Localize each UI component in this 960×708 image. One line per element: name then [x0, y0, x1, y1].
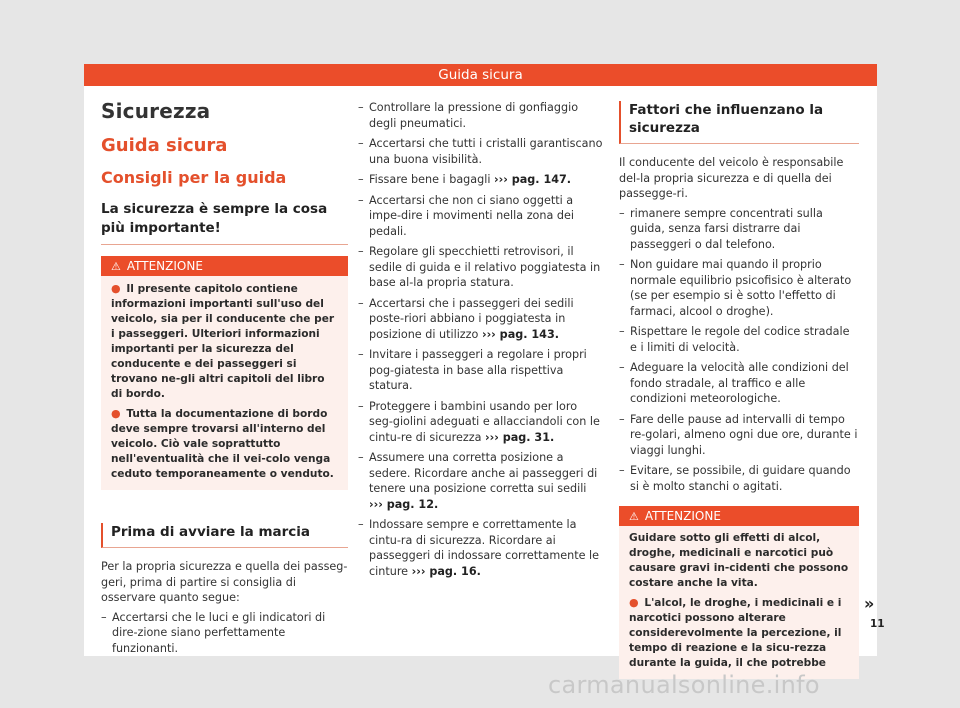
list-item: – Controllare la pressione di gonfiaggio degli pneumatici. — [358, 100, 603, 131]
page-reference-link[interactable]: ››› pag. 12. — [369, 497, 439, 511]
bullet-icon: ● — [629, 596, 639, 609]
list-item: – rimanere sempre concentrati sulla guida, senza farsi distrarre dai passeggeri o dal telefono. — [619, 206, 859, 253]
bullet-icon: ● — [111, 282, 121, 295]
intro-paragraph: Per la propria sicurezza e quella dei passeg-geri, prima di partire si consiglia di osservare quanto segue: — [101, 560, 348, 604]
column-left — [101, 94, 348, 661]
list-item: – Accertarsi che tutti i cristalli garantiscano una buona visibilità. — [358, 136, 603, 167]
checklist — [358, 100, 603, 579]
checklist — [101, 610, 348, 657]
section-title: Guida sicura — [101, 135, 228, 156]
warning-item: ● L'alcol, le droghe, i medicinali e i narcotici possono alterare considerevolmente la percezione, il tempo di reazione e la sicu-rezza durante la guida, il che potrebbe — [629, 596, 842, 669]
warning-item: ● Il presente capitolo contiene informazioni importanti sull'uso del veicolo, sia per il conducente che per i passeggeri. Ulteriori informazioni importanti per la sicurezza del conducente e dei passeggeri si trovano ne-gli altri capitoli del libro di bordo. — [111, 282, 335, 400]
chapter-header: Guida sicura — [84, 64, 877, 86]
warning-header — [619, 506, 859, 526]
column-right — [619, 101, 859, 679]
list-item: – Invitare i passeggeri a regolare i propri pog-giatesta in base alla rispettiva statura. — [358, 347, 603, 394]
warning-item: ● Tutta la documentazione di bordo deve sempre trovarsi all'interno del veicolo. Ciò vale soprattutto nell'eventualità che il vei-colo venga ceduto temporaneamente o venduto. — [111, 407, 334, 480]
warning-body — [101, 276, 348, 482]
list-item: – Accertarsi che le luci e gli indicatori di dire-zione siano perfettamente funzionanti. — [101, 610, 348, 657]
warning-box — [101, 256, 348, 490]
list-item: – Accertarsi che non ci siano oggetti a impe-dire i movimenti nella zona dei pedali. — [358, 193, 603, 240]
subsection-title: Consigli per la guida — [101, 168, 287, 187]
column-middle — [358, 100, 603, 584]
list-item: – Evitare, se possibile, di guidare quando si è molto stanchi o agitati. — [619, 463, 859, 494]
list-item: – Fissare bene i bagagli ››› pag. 147. — [358, 172, 603, 188]
warning-header — [101, 256, 348, 276]
list-item: – Proteggere i bambini usando per loro seg-giolini adeguati e allacciandoli con le cintu-re di sicurezza ››› pag. 31. — [358, 399, 603, 446]
section-heading: Fattori che influenzano la sicurezza — [619, 101, 859, 144]
list-item: – Fare delle pause ad intervalli di tempo re-golari, almeno ogni due ore, durante i viaggi lunghi. — [619, 412, 859, 459]
manual-page — [84, 64, 877, 669]
warning-label: ATTENZIONE — [644, 509, 721, 523]
page-reference-link[interactable]: ››› pag. 16. — [411, 564, 481, 578]
warning-label: ATTENZIONE — [126, 259, 203, 273]
section-heading: Prima di avviare la marcia — [101, 523, 348, 548]
list-item: – Non guidare mai quando il proprio normale equilibrio psicofisico è alterato (se per esempio si è sotto l'effetto di farmaci, alcool o droghe). — [619, 257, 859, 319]
continue-marker-icon: » — [864, 594, 875, 613]
warning-triangle-icon: ⚠ — [629, 510, 639, 523]
warning-box — [619, 506, 859, 679]
safety-list — [619, 206, 859, 495]
chapter-title: Sicurezza — [101, 99, 211, 123]
page-reference-link[interactable]: ››› pag. 31. — [485, 430, 555, 444]
warning-body — [619, 526, 859, 671]
warning-lead: Guidare sotto gli effetti di alcol, droghe, medicinali e narcotici può causare gravi in-cidenti che possono costare anche la vita. — [629, 532, 849, 589]
topic-heading: La sicurezza è sempre la cosa più importante! — [101, 200, 348, 245]
page-reference-link[interactable]: ››› pag. 143. — [481, 327, 559, 341]
watermark-text: carmanualsonline.info — [548, 671, 820, 699]
intro-paragraph: Il conducente del veicolo è responsabile del-la propria sicurezza e di quella dei passegge-ri. — [619, 156, 844, 200]
list-item: – Regolare gli specchietti retrovisori, il sedile di guida e il relativo poggiatesta in base al-la propria statura. — [358, 244, 603, 291]
page-reference-link[interactable]: ››› pag. 147. — [494, 173, 572, 186]
page-number: 11 — [870, 618, 885, 630]
list-item: – Accertarsi che i passeggeri dei sedili poste-riori abbiano i poggiatesta in posizione di utilizzo ››› pag. 143. — [358, 296, 603, 343]
list-item: – Rispettare le regole del codice stradale e i limiti di velocità. — [619, 324, 859, 355]
list-item: – Adeguare la velocità alle condizioni del fondo stradale, al traffico e alle condizioni meteorologiche. — [619, 360, 859, 407]
warning-triangle-icon: ⚠ — [111, 260, 121, 273]
list-item: – Assumere una corretta posizione a sedere. Ricordare anche ai passeggeri di tenere una posizione corretta sui sedili ››› pag. 12. — [358, 450, 603, 512]
bullet-icon: ● — [111, 407, 121, 420]
list-item: – Indossare sempre e correttamente la cintu-ra di sicurezza. Ricordare ai passeggeri di indossare correttamente le cinture ››› pag. 16. — [358, 517, 603, 579]
